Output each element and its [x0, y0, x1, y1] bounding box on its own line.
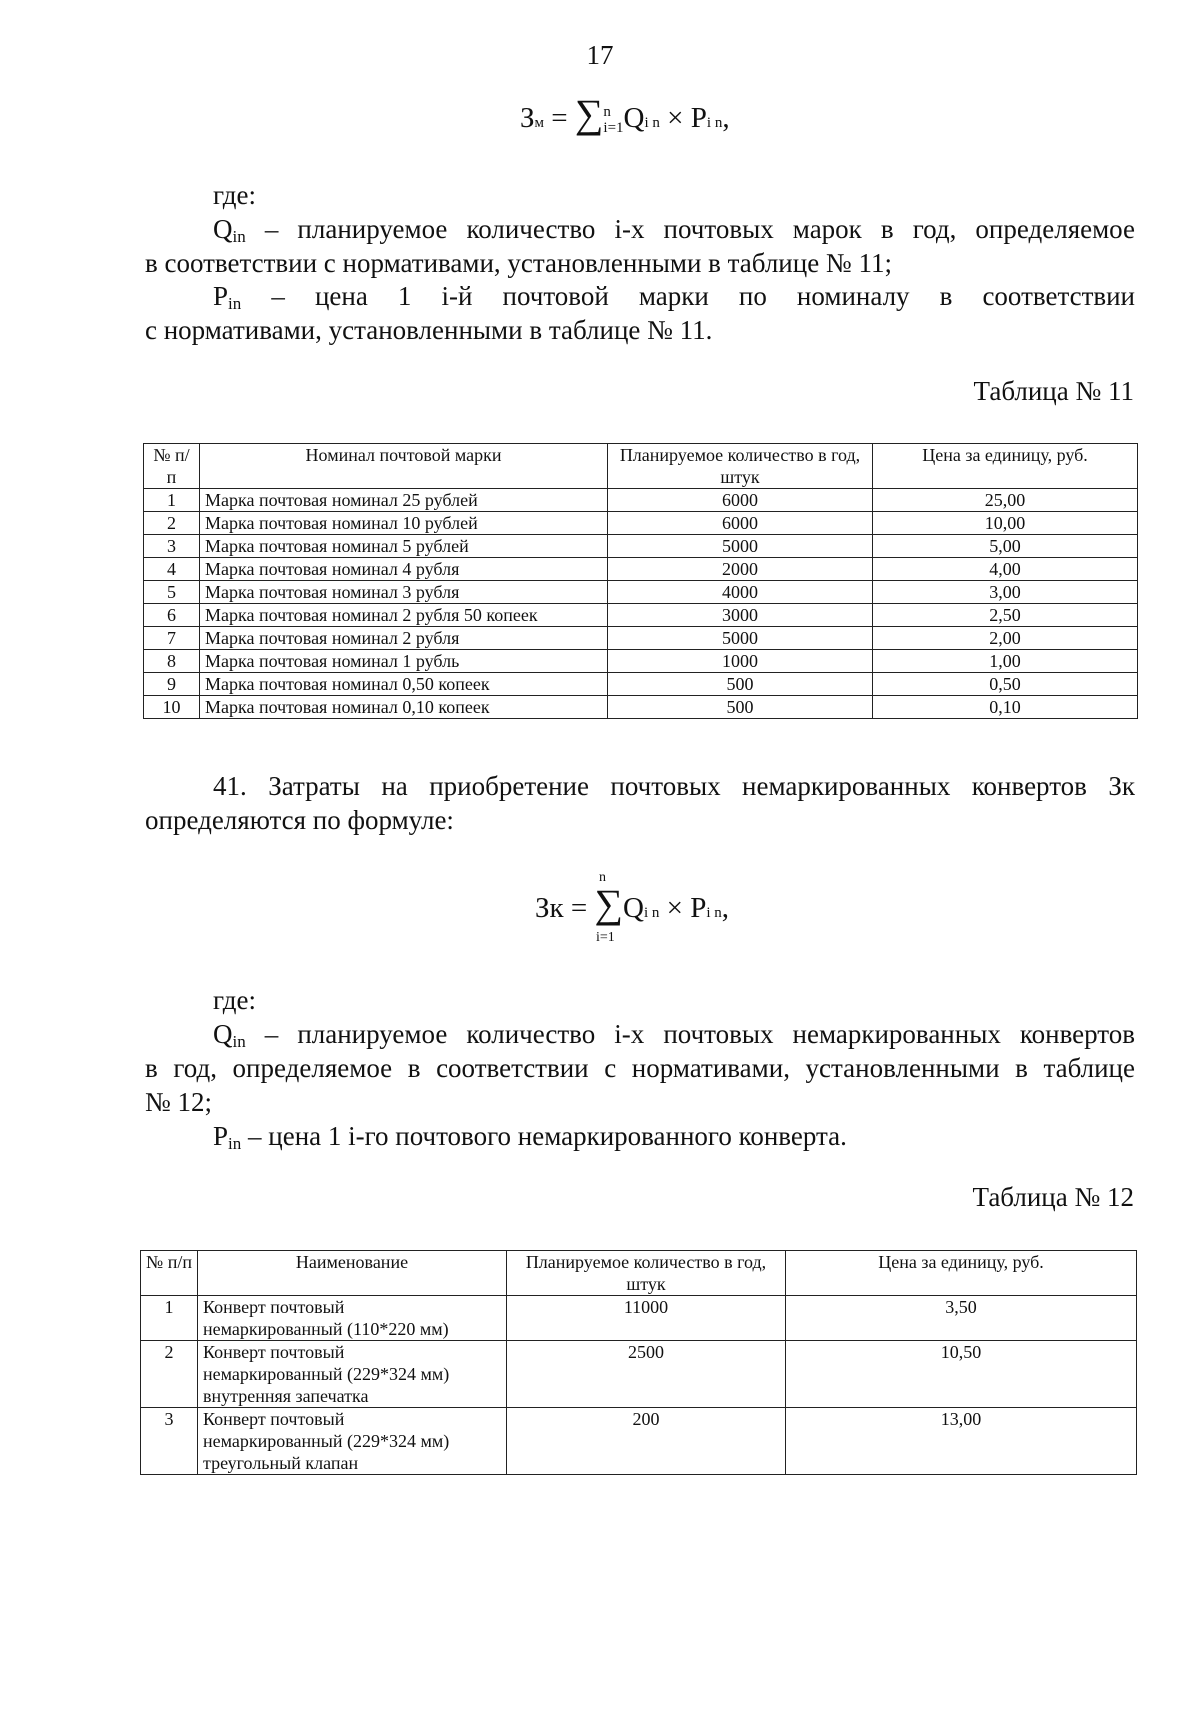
sum-sign-2: ∑	[594, 881, 623, 926]
cell-price: 0,10	[873, 696, 1138, 719]
cell-name-line: немаркированный (110*220 мм)	[203, 1319, 449, 1339]
table-row	[144, 581, 1138, 604]
cell-price: 25,00	[873, 489, 1138, 512]
p-symbol-sub: in	[228, 294, 242, 313]
cell-quantity: 4000	[608, 581, 873, 604]
cell-number: 10	[144, 696, 200, 719]
header-quantity: Планируемое количество в год, штук	[608, 444, 873, 489]
cell-number: 7	[144, 627, 200, 650]
cell-name-line: немаркированный (229*324 мм)	[203, 1364, 450, 1384]
cell-quantity: 200	[507, 1408, 786, 1475]
formula-p-sub: i n	[706, 115, 723, 131]
q-symbol-sub: in	[232, 227, 246, 246]
where-label-1: где:	[213, 180, 256, 210]
cell-price: 4,00	[873, 558, 1138, 581]
cell-quantity: 500	[608, 673, 873, 696]
header-price: Цена за единицу, руб.	[873, 444, 1138, 489]
p-definition-text: – цена 1 i-й почтовой марки по номиналу в соответствии	[271, 281, 1136, 311]
table-row	[144, 512, 1138, 535]
cell-number: 3	[141, 1408, 198, 1475]
cell-number: 3	[144, 535, 200, 558]
formula-stamps	[520, 90, 730, 137]
cell-quantity: 500	[608, 696, 873, 719]
p2-definition-text: – цена 1 i-го почтового немаркированного конверта.	[248, 1121, 847, 1151]
cell-name-line: немаркированный (229*324 мм)	[203, 1431, 450, 1451]
sum-upper-limit: n	[603, 104, 611, 121]
page-number: 17	[586, 40, 614, 70]
sum-sign: ∑	[574, 91, 604, 136]
cell-price: 10,50	[786, 1341, 1137, 1408]
formula-lhs: З	[520, 102, 535, 134]
formula2-lhs: Зк	[535, 892, 564, 924]
cell-number: 2	[144, 512, 200, 535]
cell-number: 9	[144, 673, 200, 696]
cell-price: 13,00	[786, 1408, 1137, 1475]
formula-p: P	[690, 102, 707, 134]
cell-number: 1	[141, 1296, 198, 1341]
cell-name	[198, 1341, 507, 1408]
formula-eq: =	[551, 102, 568, 134]
q-definition-text: – планируемое количество i-х почтовых марок в год, определяемое	[264, 214, 1136, 244]
sum-upper-limit-2: n	[599, 870, 606, 885]
cell-number: 6	[144, 604, 200, 627]
cell-name-line: Конверт почтовый	[203, 1342, 345, 1362]
cell-denomination: Марка почтовая номинал 10 рублей	[200, 512, 608, 535]
formula2-times: ×	[666, 892, 683, 924]
q-definition-line-2: в соответствии с нормативами, установленными в таблице № 11;	[145, 248, 892, 278]
table-11	[143, 443, 1138, 719]
table-11-header-row	[144, 444, 1138, 489]
cell-name-line: Конверт почтовый	[203, 1297, 345, 1317]
sum-lower-limit: i=1	[603, 120, 624, 137]
cell-denomination: Марка почтовая номинал 2 рубля	[200, 627, 608, 650]
cell-name-line: внутренняя запечатка	[203, 1386, 369, 1406]
cell-quantity: 1000	[608, 650, 873, 673]
header-quantity: Планируемое количество в год, штук	[507, 1251, 786, 1296]
sum-lower-limit-2: i=1	[596, 930, 615, 945]
cell-name	[198, 1408, 507, 1475]
formula-times: ×	[667, 102, 684, 134]
cell-name-line: треугольный клапан	[203, 1453, 359, 1473]
cell-quantity: 2500	[507, 1341, 786, 1408]
cell-number: 2	[141, 1341, 198, 1408]
cell-name-line: Конверт почтовый	[203, 1409, 345, 1429]
table-row	[144, 650, 1138, 673]
q2-symbol-sub: in	[232, 1032, 246, 1051]
cell-denomination: Марка почтовая номинал 25 рублей	[200, 489, 608, 512]
cell-quantity: 11000	[507, 1296, 786, 1341]
where-label-2: где:	[213, 985, 256, 1015]
table-row	[144, 489, 1138, 512]
cell-denomination: Марка почтовая номинал 0,50 копеек	[200, 673, 608, 696]
formula-end: ,	[722, 102, 730, 134]
cell-quantity: 2000	[608, 558, 873, 581]
header-price: Цена за единицу, руб.	[786, 1251, 1137, 1296]
para-41-line-1: 41. Затраты на приобретение почтовых немаркированных конвертов Зк	[213, 771, 1135, 801]
cell-denomination: Марка почтовая номинал 3 рубля	[200, 581, 608, 604]
q2-definition-line-2: в год, определяемое в соответствии с нормативами, установленными в таблице	[145, 1053, 1135, 1083]
formula2-p-sub: i n	[706, 905, 722, 921]
cell-quantity: 3000	[608, 604, 873, 627]
cell-price: 3,00	[873, 581, 1138, 604]
p-definition-line-2: с нормативами, установленными в таблице № 11.	[145, 315, 713, 345]
formula-lhs-sub: м	[534, 115, 545, 131]
cell-number: 1	[144, 489, 200, 512]
formula2-q-sub: i n	[643, 905, 660, 921]
cell-name	[198, 1296, 507, 1341]
formula2-p: P	[690, 892, 707, 924]
q2-symbol: Q	[213, 1019, 233, 1049]
table-row	[144, 535, 1138, 558]
q2-definition-line-3: № 12;	[145, 1087, 213, 1117]
cell-price: 0,50	[873, 673, 1138, 696]
p2-definition-line-1	[213, 1119, 1135, 1161]
header-name: Наименование	[198, 1251, 507, 1296]
q-symbol: Q	[213, 214, 233, 244]
cell-quantity: 6000	[608, 512, 873, 535]
formula-envelopes	[535, 870, 730, 950]
table-12	[140, 1250, 1137, 1475]
header-denomination: Номинал почтовой марки	[200, 444, 608, 489]
cell-quantity: 5000	[608, 627, 873, 650]
table-row	[144, 604, 1138, 627]
table-12-caption: Таблица № 12	[972, 1182, 1134, 1212]
table-row	[141, 1408, 1137, 1475]
cell-quantity: 6000	[608, 489, 873, 512]
table-row	[141, 1341, 1137, 1408]
p2-symbol-sub: in	[228, 1134, 242, 1153]
cell-price: 10,00	[873, 512, 1138, 535]
cell-denomination: Марка почтовая номинал 2 рубля 50 копеек	[200, 604, 608, 627]
p2-symbol: P	[213, 1121, 229, 1151]
formula2-eq: =	[570, 892, 588, 924]
table-12-header-row	[141, 1251, 1137, 1296]
header-number: № п/п	[141, 1251, 198, 1296]
cell-price: 2,00	[873, 627, 1138, 650]
cell-denomination: Марка почтовая номинал 1 рубль	[200, 650, 608, 673]
table-row	[144, 558, 1138, 581]
cell-denomination: Марка почтовая номинал 5 рублей	[200, 535, 608, 558]
cell-price: 3,50	[786, 1296, 1137, 1341]
table-row	[141, 1296, 1137, 1341]
p-symbol: P	[213, 281, 229, 311]
cell-denomination: Марка почтовая номинал 4 рубля	[200, 558, 608, 581]
cell-quantity: 5000	[608, 535, 873, 558]
cell-number: 5	[144, 581, 200, 604]
formula-q: Q	[623, 102, 645, 134]
table-11-caption: Таблица № 11	[973, 376, 1134, 406]
cell-number: 4	[144, 558, 200, 581]
formula2-q: Q	[623, 892, 644, 924]
cell-denomination: Марка почтовая номинал 0,10 копеек	[200, 696, 608, 719]
cell-price: 2,50	[873, 604, 1138, 627]
header-number: № п/п	[144, 444, 200, 489]
cell-price: 5,00	[873, 535, 1138, 558]
table-row	[144, 696, 1138, 719]
cell-price: 1,00	[873, 650, 1138, 673]
cell-number: 8	[144, 650, 200, 673]
para-41-line-2: определяются по формуле:	[145, 805, 454, 835]
table-row	[144, 627, 1138, 650]
table-row	[144, 673, 1138, 696]
q2-definition-text: – планируемое количество i-х почтовых немаркированных конвертов	[264, 1019, 1135, 1049]
formula-q-sub: i n	[644, 115, 660, 131]
formula2-end: ,	[721, 892, 730, 924]
